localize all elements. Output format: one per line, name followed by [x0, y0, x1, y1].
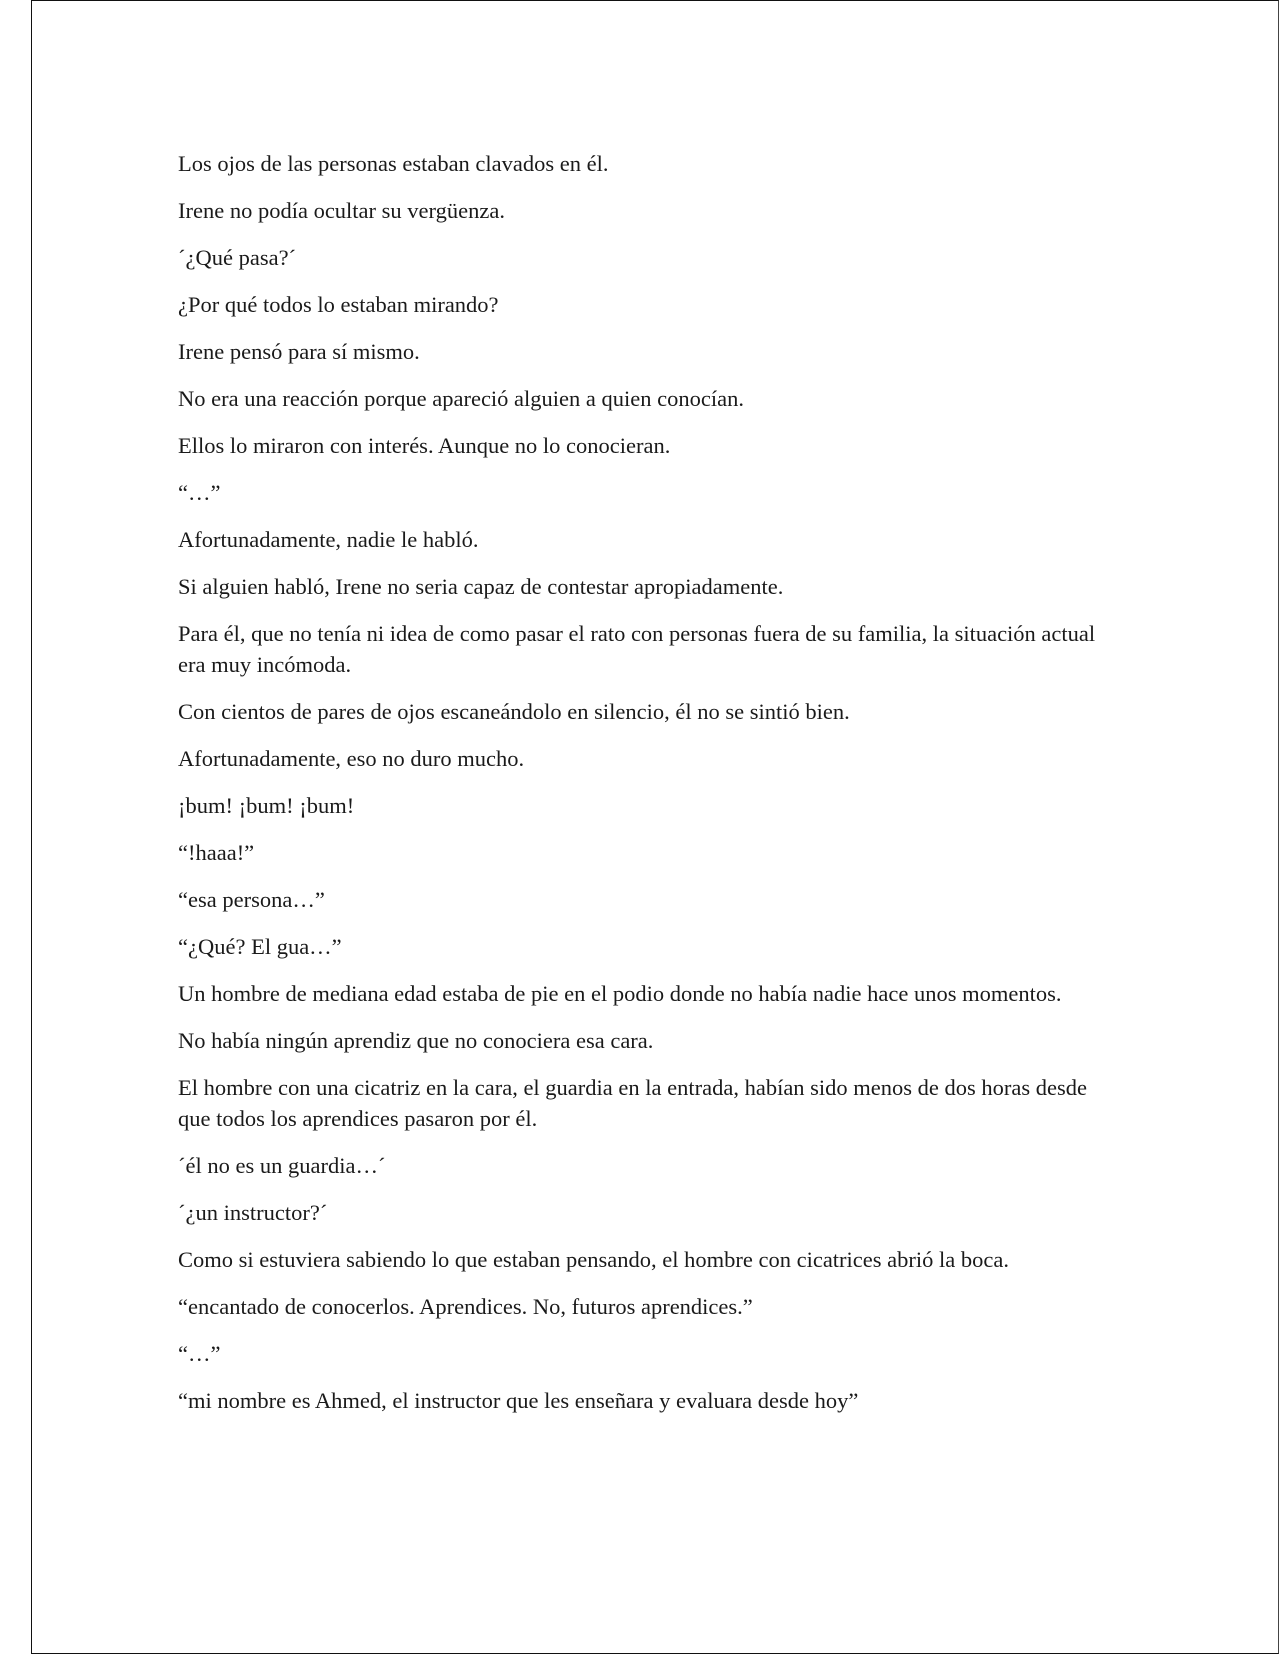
paragraph: Un hombre de mediana edad estaba de pie en el podio donde no había nadie hace unos momentos.	[178, 981, 1062, 1006]
paragraph: ¡bum! ¡bum! ¡bum!	[178, 793, 355, 818]
paragraph: Afortunadamente, nadie le habló.	[178, 527, 479, 552]
paragraph: No era una reacción porque apareció alguien a quien conocían.	[178, 386, 744, 411]
paragraph: El hombre con una cicatriz en la cara, el guardia en la entrada, habían sido menos de dos horas desde que todos los aprendices pasaron por él.	[178, 1075, 1088, 1131]
paragraph: “mi nombre es Ahmed, el instructor que les enseñara y evaluara desde hoy”	[178, 1388, 859, 1413]
paragraph: Para él, que no tenía ni idea de como pasar el rato con personas fuera de su familia, la situación actual era muy incómoda.	[178, 621, 1096, 677]
paragraph: ´¿Qué pasa?´	[178, 245, 297, 270]
paragraph: Con cientos de pares de ojos escaneándolo en silencio, él no se sintió bien.	[178, 699, 850, 724]
paragraph: Afortunadamente, eso no duro mucho.	[178, 746, 525, 771]
paragraph: “encantado de conocerlos. Aprendices. No, futuros aprendices.”	[178, 1294, 753, 1319]
paragraph: “esa persona…”	[178, 887, 325, 912]
paragraph: Ellos lo miraron con interés. Aunque no lo conocieran.	[178, 433, 671, 458]
paragraph: “!haaa!”	[178, 840, 255, 865]
paragraph: Los ojos de las personas estaban clavados en él.	[178, 151, 609, 176]
paragraph: ´él no es un guardia…´	[178, 1153, 386, 1178]
paragraph: “…”	[178, 480, 221, 505]
paragraph: Irene pensó para sí mismo.	[178, 339, 420, 364]
paragraph: ¿Por qué todos lo estaban mirando?	[178, 292, 499, 317]
page-text-block	[178, 148, 1108, 1432]
paragraph: “¿Qué? El gua…”	[178, 934, 342, 959]
paragraph: Irene no podía ocultar su vergüenza.	[178, 198, 505, 223]
document-page	[31, 0, 1279, 1654]
paragraph: No había ningún aprendiz que no conociera esa cara.	[178, 1028, 654, 1053]
paragraph: Como si estuviera sabiendo lo que estaban pensando, el hombre con cicatrices abrió la boca.	[178, 1247, 1009, 1272]
paragraph: Si alguien habló, Irene no seria capaz de contestar apropiadamente.	[178, 574, 784, 599]
paragraph: “…”	[178, 1341, 221, 1366]
paragraph: ´¿un instructor?´	[178, 1200, 328, 1225]
